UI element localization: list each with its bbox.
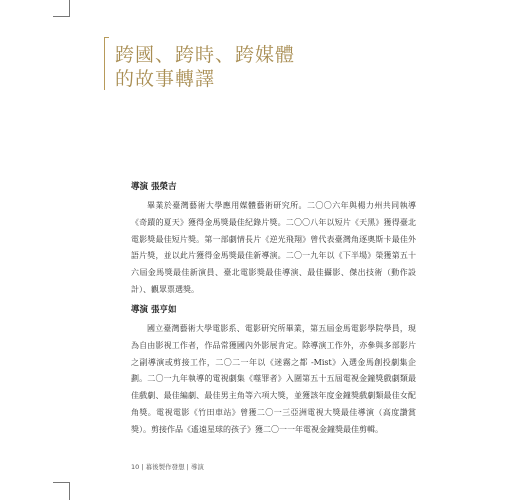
crop-mark: [69, 0, 70, 17]
crop-mark: [53, 482, 70, 483]
crop-mark: [69, 482, 70, 500]
section-heading: 導演 張亨如: [131, 305, 177, 315]
section-heading: 導演 張榮吉: [131, 182, 177, 192]
crop-mark: [53, 16, 70, 17]
director-section: [131, 182, 416, 299]
title-rule: [104, 37, 105, 90]
title-rule-tick: [104, 37, 109, 38]
chapter-title-line2: 的故事轉譯: [115, 68, 216, 90]
page-footer: 10 | 幕後製作發想 | 導演: [131, 463, 204, 471]
section-body: 畢業於臺灣藝術大學應用媒體藝術研究所。二〇〇六年與楊力州共同執導《奇蹟的夏天》獲得金馬獎最佳紀錄片獎。二〇〇八年以短片《天黑》獲得臺北電影獎最佳短片獎。第一部劇情長片《逆光飛翔》曾代表臺灣角逐奧斯卡最佳外語片獎，並以此片獲得金馬獎最佳新導演。二〇一九年以《下半場》榮獲第五十六屆金馬獎最佳新演員、臺北電影獎最佳導演、最佳攝影、傑出技術（動作設計）、觀眾票選獎。: [131, 201, 416, 294]
chapter-title: [115, 43, 295, 91]
director-section: [131, 305, 416, 439]
chapter-title-line1: 跨國、跨時、跨媒體: [115, 44, 296, 66]
section-body: 國立臺灣藝術大學電影系、電影研究所畢業，第五屆金馬電影學院學員，現為自由影視工作者，作品常獲國內外影展肯定。除導演工作外，亦參與多部影片之副導演或剪接工作，二〇二一年以《迷霧之都 -Mist》入選金馬創投劇集企劃。二〇一九年執導的電視劇集《噬罪者》入圍第五十五屆電視金鐘獎戲劇類最佳戲劇、最佳編劇、最佳男主角等六項大獎，並獲該年度金鐘獎戲劇類最佳女配角獎。電視電影《竹田車站》曾獲二〇一三亞洲電視大獎最佳導演（高度讚賞獎）。剪接作品《遙遠星球的孩子》獲二〇一一年電視金鐘獎最佳剪輯。: [131, 324, 416, 434]
